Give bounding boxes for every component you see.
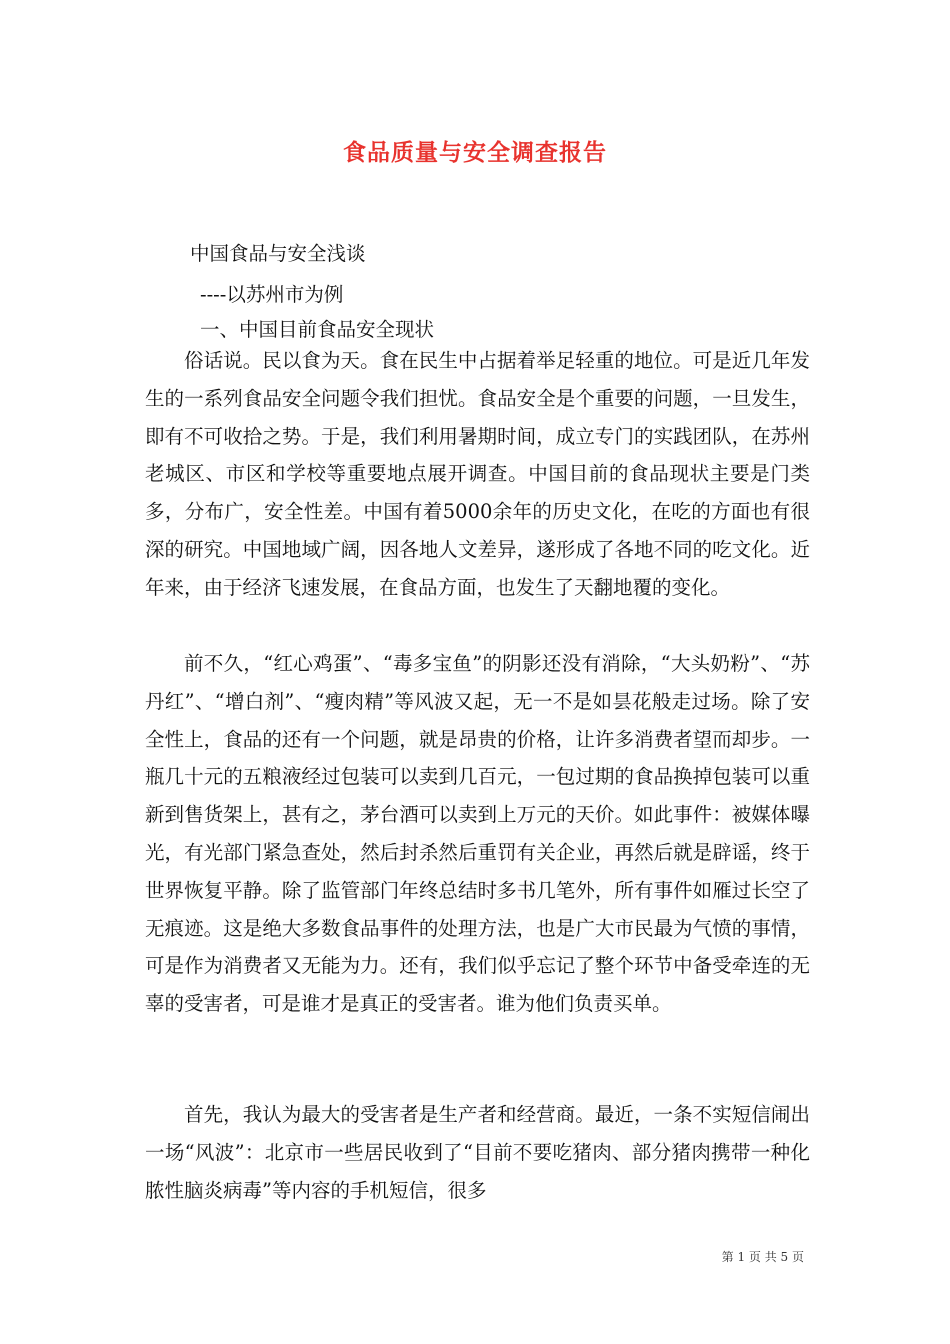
paragraph-2: 前不久，“红心鸡蛋”、“毒多宝鱼”的阴影还没有消除，“大头奶粉”、“苏丹红”、“增白剂”、“瘦肉精”等风波又起，无一不是如昙花般走过场。除了安全性上，食品的还有一个问题，就是昂贵的价格，让许多消费者望而却步。一瓶几十元的五粮液经过包装可以卖到几百元，一包过期的食品换掉包装可以重新到售货架上，甚有之，茅台酒可以卖到上万元的天价。如此事件：被媒体曝光，有光部门紧急查处，然后封杀然后重罚有关企业，再然后就是辟谣，终于世界恢复平静。除了监管部门年终总结时多书几笔外，所有事件如雁过长空了无痕迹。这是绝大多数食品事件的处理方法，也是广大市民最为气愤的事情，可是作为消费者又无能为力。还有，我们似乎忘记了整个环节中备受牵连的无辜的受害者，可是谁才是真正的受害者。谁为他们负责买单。 xyxy=(145,652,810,1016)
paragraph-1: 俗话说。民以食为天。食在民生中占据着举足轻重的地位。可是近几年发生的一系列食品安全问题令我们担忧。食品安全是个重要的问题，一旦发生，即有不可收拾之势。于是，我们利用暑期时间，成立专门的实践团队，在苏州老城区、市区和学校等重要地点展开调查。中国目前的食品现状主要是门类多，分布广，安全性差。中国有着5000余年的历史文化，在吃的方面也有很深的研究。中国地域广阔，因各地人文差异，遂形成了各地不同的吃文化。近年来，由于经济飞速发展，在食品方面，也发生了天翻地覆的变化。 xyxy=(145,349,810,599)
document-title: 食品质量与安全调查报告 xyxy=(343,139,607,166)
heading-subtitle: ----以苏州市为例 xyxy=(200,283,344,306)
section-heading: 一、中国目前食品安全现状 xyxy=(200,318,435,341)
paragraph-3: 首先，我认为最大的受害者是生产者和经营商。最近，一条不实短信闹出一场“风波”：北京市一些居民收到了“目前不要吃猪肉、部分猪肉携带一种化脓性脑炎病毒”等内容的手机短信，很多 xyxy=(145,1103,810,1202)
heading-main: 中国食品与安全浅谈 xyxy=(190,242,366,265)
page-number: 第 1 页 共 5 页 xyxy=(721,1250,804,1264)
